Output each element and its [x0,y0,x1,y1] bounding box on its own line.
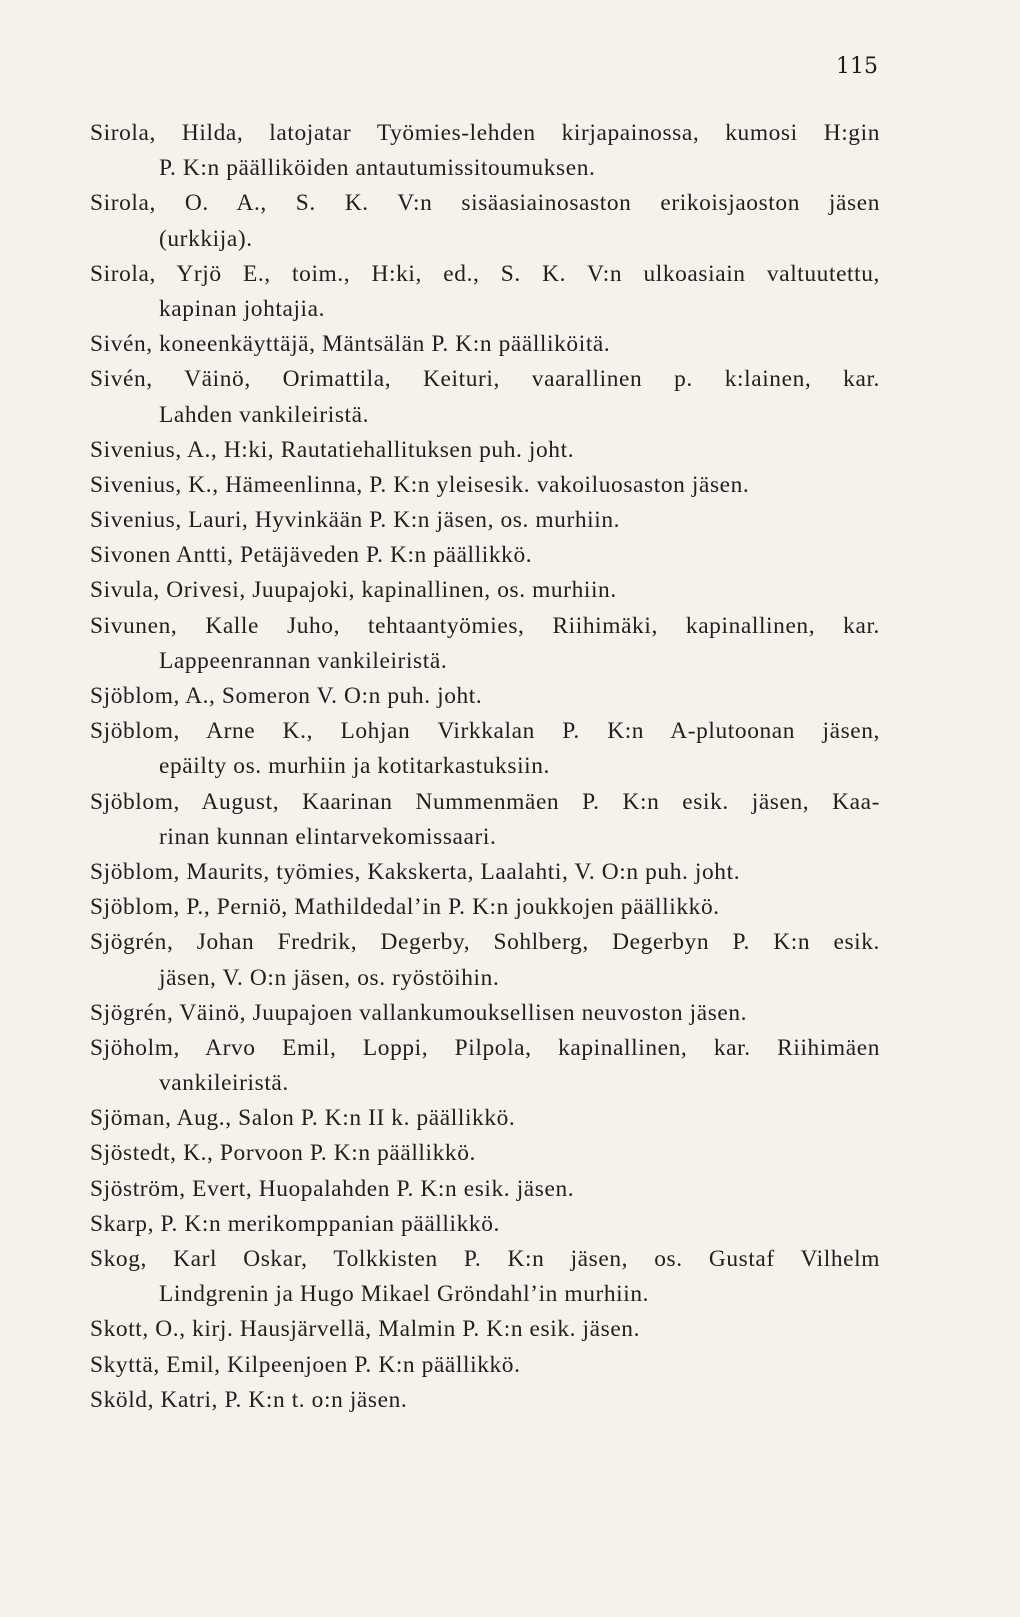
entry-line: Sjöblom, August, Kaarinan Nummenmäen P. K:n esik. jäsen, Kaa- [90,788,880,815]
list-item [90,1348,880,1383]
entry-line: Skog, Karl Oskar, Tolkkisten P. K:n jäsen, os. Gustaf Vilhelm [90,1246,880,1272]
entry-continuation-line: (urkkija). [159,225,253,252]
entry-line: Skott, O., kirj. Hausjärvellä, Malmin P. K:n esik. jäsen. [90,1316,641,1343]
entry-line: Sjöman, Aug., Salon P. K:n II k. päällikkö. [90,1105,516,1132]
entry-list [90,116,880,1418]
list-item [90,679,880,714]
list-item [90,1207,880,1242]
entry-line: Sjögrén, Johan Fredrik, Degerby, Sohlberg, Degerbyn P. K:n esik. [90,929,880,956]
entry-line: Sjöholm, Arvo Emil, Loppi, Pilpola, kapinallinen, kar. Riihimäen [90,1034,880,1061]
list-item [90,257,880,327]
entry-continuation-line: jäsen, V. O:n jäsen, os. ryöstöihin. [159,964,500,991]
entry-line: Sköld, Katri, P. K:n t. o:n jäsen. [90,1386,408,1413]
list-item [90,186,880,256]
entry-line: Sivenius, K., Hämeenlinna, P. K:n yleisesik. vakoiluosaston jäsen. [90,471,750,498]
entry-line: Sjöström, Evert, Huopalahden P. K:n esik. jäsen. [90,1175,575,1202]
list-item [90,609,880,679]
entry-continuation-line: kapinan johtajia. [159,295,326,322]
entry-continuation-line: Lahden vankileiristä. [159,401,370,428]
entry-line: Sivenius, Lauri, Hyvinkään P. K:n jäsen, os. murhiin. [90,507,621,534]
list-item [90,1383,880,1418]
list-item [90,890,880,925]
entry-line: Sirola, Hilda, latojatar Työmies-lehden kirjapainossa, kumosi H:gin [90,120,880,146]
entry-continuation-line: rinan kunnan elintarvekomissaari. [159,823,497,850]
entry-continuation-line: epäilty os. murhiin ja kotitarkastuksiin. [159,753,551,780]
list-item [90,433,880,468]
entry-line: Sjöblom, Maurits, työmies, Kakskerta, Laalahti, V. O:n puh. joht. [90,858,741,885]
entry-line: Sivunen, Kalle Juho, tehtaantyömies, Riihimäki, kapinallinen, kar. [90,612,880,639]
list-item [90,573,880,608]
list-item [90,996,880,1031]
entry-continuation-line: P. K:n päälliköiden antautumissitoumuksen. [159,155,596,182]
entry-line: Sirola, O. A., S. K. V:n sisäasiainosaston erikoisjaoston jäsen [90,190,880,217]
list-item [90,116,880,186]
list-item [90,503,880,538]
entry-line: Skyttä, Emil, Kilpeenjoen P. K:n päällikkö. [90,1351,521,1378]
list-item [90,1172,880,1207]
entry-continuation-line: Lappeenrannan vankileiristä. [159,647,448,674]
entry-line: Skarp, P. K:n merikomppanian päällikkö. [90,1210,500,1237]
list-item [90,785,880,855]
entry-continuation-line: vankileiristä. [159,1070,289,1097]
list-item [90,1101,880,1136]
list-item [90,1312,880,1347]
page-number: 115 [836,54,878,79]
list-item [90,1242,880,1312]
list-item [90,362,880,432]
entry-line: Sivenius, A., H:ki, Rautatiehallituksen puh. joht. [90,436,575,463]
entry-line: Sjögrén, Väinö, Juupajoen vallankumouksellisen neuvoston jäsen. [90,999,748,1026]
entry-line: Sjöblom, A., Someron V. O:n puh. joht. [90,683,483,709]
list-item [90,468,880,503]
entry-line: Sirola, Yrjö E., toim., H:ki, ed., S. K. V:n ulkoasiain valtuutettu, [90,260,880,287]
list-item [90,538,880,573]
list-item [90,855,880,890]
entry-line: Sivonen Antti, Petäjäveden P. K:n päällikkö. [90,542,533,569]
entry-line: Sivula, Orivesi, Juupajoki, kapinallinen, os. murhiin. [90,577,617,604]
entry-line: Sivén, Väinö, Orimattila, Keituri, vaarallinen p. k:lainen, kar. [90,366,880,393]
list-item [90,1031,880,1101]
list-item [90,1136,880,1171]
entry-line: Sjöblom, P., Perniö, Mathildedal’in P. K:n joukkojen päällikkö. [90,894,720,921]
list-item [90,714,880,784]
entry-line: Sjöblom, Arne K., Lohjan Virkkalan P. K:n A-plutoonan jäsen, [90,718,880,745]
list-item [90,327,880,362]
list-item [90,925,880,995]
entry-continuation-line: Lindgrenin ja Hugo Mikael Gröndahl’in murhiin. [159,1281,650,1308]
entry-line: Sjöstedt, K., Porvoon P. K:n päällikkö. [90,1140,476,1167]
entry-line: Sivén, koneenkäyttäjä, Mäntsälän P. K:n päälliköitä. [90,331,611,358]
